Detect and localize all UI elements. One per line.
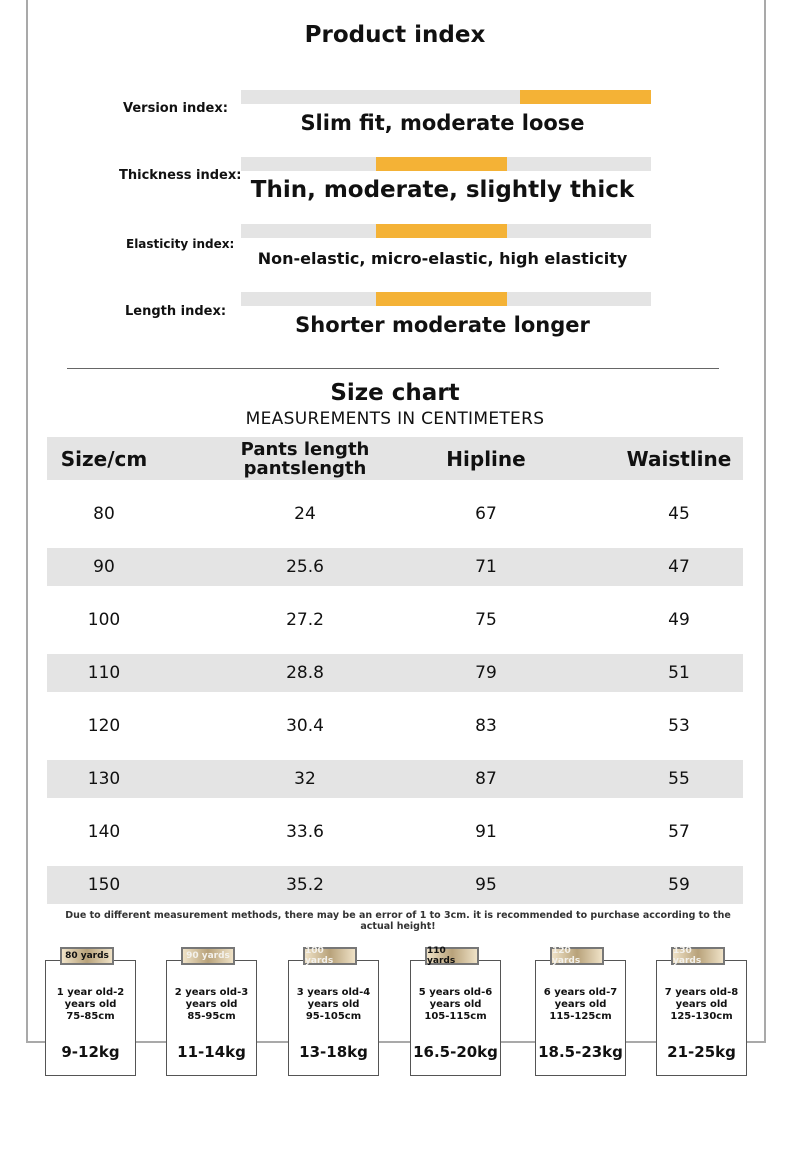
card-age-height: 1 year old-2 years old 75-85cm bbox=[56, 987, 125, 1022]
thickness-index-bar bbox=[241, 157, 651, 171]
version-index-bar-fill bbox=[520, 90, 651, 104]
elasticity-index-bar-fill bbox=[376, 224, 507, 238]
version-index-bar bbox=[241, 90, 651, 104]
size-tag-label: 100 yards bbox=[303, 947, 357, 965]
cell-hipline: 79 bbox=[475, 663, 497, 683]
length-index-bar-fill bbox=[376, 292, 507, 306]
card-weight: 18.5-23kg bbox=[538, 1043, 623, 1061]
table-body bbox=[47, 495, 743, 904]
cell-waistline: 45 bbox=[668, 504, 690, 524]
table-row bbox=[47, 654, 743, 692]
size-card bbox=[45, 960, 136, 1076]
size-chart-title: Size chart bbox=[330, 380, 460, 406]
cell-hipline: 83 bbox=[475, 716, 497, 736]
card-weight: 21-25kg bbox=[667, 1043, 736, 1061]
length-index-value: Shorter moderate longer bbox=[295, 313, 590, 337]
cell-hipline: 67 bbox=[475, 504, 497, 524]
cell-pants-length: 27.2 bbox=[286, 610, 324, 630]
cell-hipline: 71 bbox=[475, 557, 497, 577]
cell-size: 90 bbox=[93, 557, 115, 577]
cell-pants-length: 25.6 bbox=[286, 557, 324, 577]
cell-waistline: 49 bbox=[668, 610, 690, 630]
length-index-label: Length index: bbox=[125, 304, 227, 319]
card-age-height: 3 years old-4 years old 95-105cm bbox=[296, 987, 371, 1022]
size-card bbox=[166, 960, 257, 1076]
measurement-note: Due to different measurement methods, there may be an error of 1 to 3cm. it is recommended to purchase according to the actual height! bbox=[65, 910, 731, 932]
cell-waistline: 53 bbox=[668, 716, 690, 736]
section-divider bbox=[67, 368, 719, 369]
cell-size: 100 bbox=[87, 610, 121, 630]
card-age-height: 6 years old-7 years old 115-125cm bbox=[543, 987, 618, 1022]
table-row bbox=[47, 707, 743, 745]
table-row bbox=[47, 601, 743, 639]
cell-size: 130 bbox=[87, 769, 121, 789]
cell-size: 140 bbox=[87, 822, 121, 842]
cell-pants-length: 30.4 bbox=[286, 716, 324, 736]
elasticity-index-value: Non-elastic, micro-elastic, high elasticity bbox=[257, 249, 628, 268]
cell-waistline: 59 bbox=[668, 875, 690, 895]
frame-left-border bbox=[26, 0, 28, 1043]
cell-waistline: 57 bbox=[668, 822, 690, 842]
header-size: Size/cm bbox=[60, 446, 148, 471]
card-weight: 16.5-20kg bbox=[413, 1043, 498, 1061]
cell-hipline: 95 bbox=[475, 875, 497, 895]
elasticity-index-bar bbox=[241, 224, 651, 238]
cell-pants-length: 32 bbox=[294, 769, 316, 789]
cell-pants-length: 28.8 bbox=[286, 663, 324, 683]
cell-waistline: 51 bbox=[668, 663, 690, 683]
product-index-title: Product index bbox=[304, 22, 486, 48]
cell-size: 80 bbox=[93, 504, 115, 524]
frame-right-border bbox=[764, 0, 766, 1043]
cell-size: 110 bbox=[87, 663, 121, 683]
size-card bbox=[656, 960, 747, 1076]
thickness-index-value: Thin, moderate, slightly thick bbox=[250, 177, 635, 203]
size-tag-label: 130 yards bbox=[671, 947, 725, 965]
header-hipline: Hipline bbox=[446, 446, 526, 471]
header-waistline: Waistline bbox=[626, 446, 732, 471]
version-index-value: Slim fit, moderate loose bbox=[300, 111, 585, 135]
card-age-height: 7 years old-8 years old 125-130cm bbox=[664, 987, 739, 1022]
size-tag-label: 110 yards bbox=[425, 947, 479, 965]
version-index-label: Version index: bbox=[123, 101, 228, 116]
cell-pants-length: 33.6 bbox=[286, 822, 324, 842]
card-age-height: 5 years old-6 years old 105-115cm bbox=[418, 987, 493, 1022]
table-row bbox=[47, 495, 743, 533]
cell-hipline: 75 bbox=[475, 610, 497, 630]
card-weight: 11-14kg bbox=[177, 1043, 246, 1061]
size-chart-table bbox=[47, 437, 743, 904]
frame-bottom-border bbox=[26, 1041, 766, 1043]
header-pants-length: Pants length pantslength bbox=[240, 438, 370, 479]
size-chart-subtitle: MEASUREMENTS IN CENTIMETERS bbox=[245, 409, 545, 429]
thickness-index-label: Thickness index: bbox=[119, 168, 242, 183]
cell-hipline: 91 bbox=[475, 822, 497, 842]
size-tag-label: 120 yards bbox=[550, 947, 604, 965]
cell-size: 120 bbox=[87, 716, 121, 736]
thickness-index-bar-fill bbox=[376, 157, 507, 171]
length-index-bar bbox=[241, 292, 651, 306]
cell-size: 150 bbox=[87, 875, 121, 895]
size-card bbox=[410, 960, 501, 1076]
size-card bbox=[535, 960, 626, 1076]
cell-waistline: 47 bbox=[668, 557, 690, 577]
cell-waistline: 55 bbox=[668, 769, 690, 789]
cell-pants-length: 24 bbox=[294, 504, 316, 524]
size-card bbox=[288, 960, 379, 1076]
table-row bbox=[47, 548, 743, 586]
size-tag-label: 90 yards bbox=[181, 947, 235, 965]
card-age-height: 2 years old-3 years old 85-95cm bbox=[174, 987, 249, 1022]
card-weight: 13-18kg bbox=[299, 1043, 368, 1061]
card-weight: 9-12kg bbox=[61, 1043, 120, 1061]
cell-hipline: 87 bbox=[475, 769, 497, 789]
table-row bbox=[47, 760, 743, 798]
table-row bbox=[47, 813, 743, 851]
table-row bbox=[47, 866, 743, 904]
elasticity-index-label: Elasticity index: bbox=[126, 237, 235, 251]
table-header bbox=[47, 437, 743, 480]
size-tag-label: 80 yards bbox=[60, 947, 114, 965]
cell-pants-length: 35.2 bbox=[286, 875, 324, 895]
